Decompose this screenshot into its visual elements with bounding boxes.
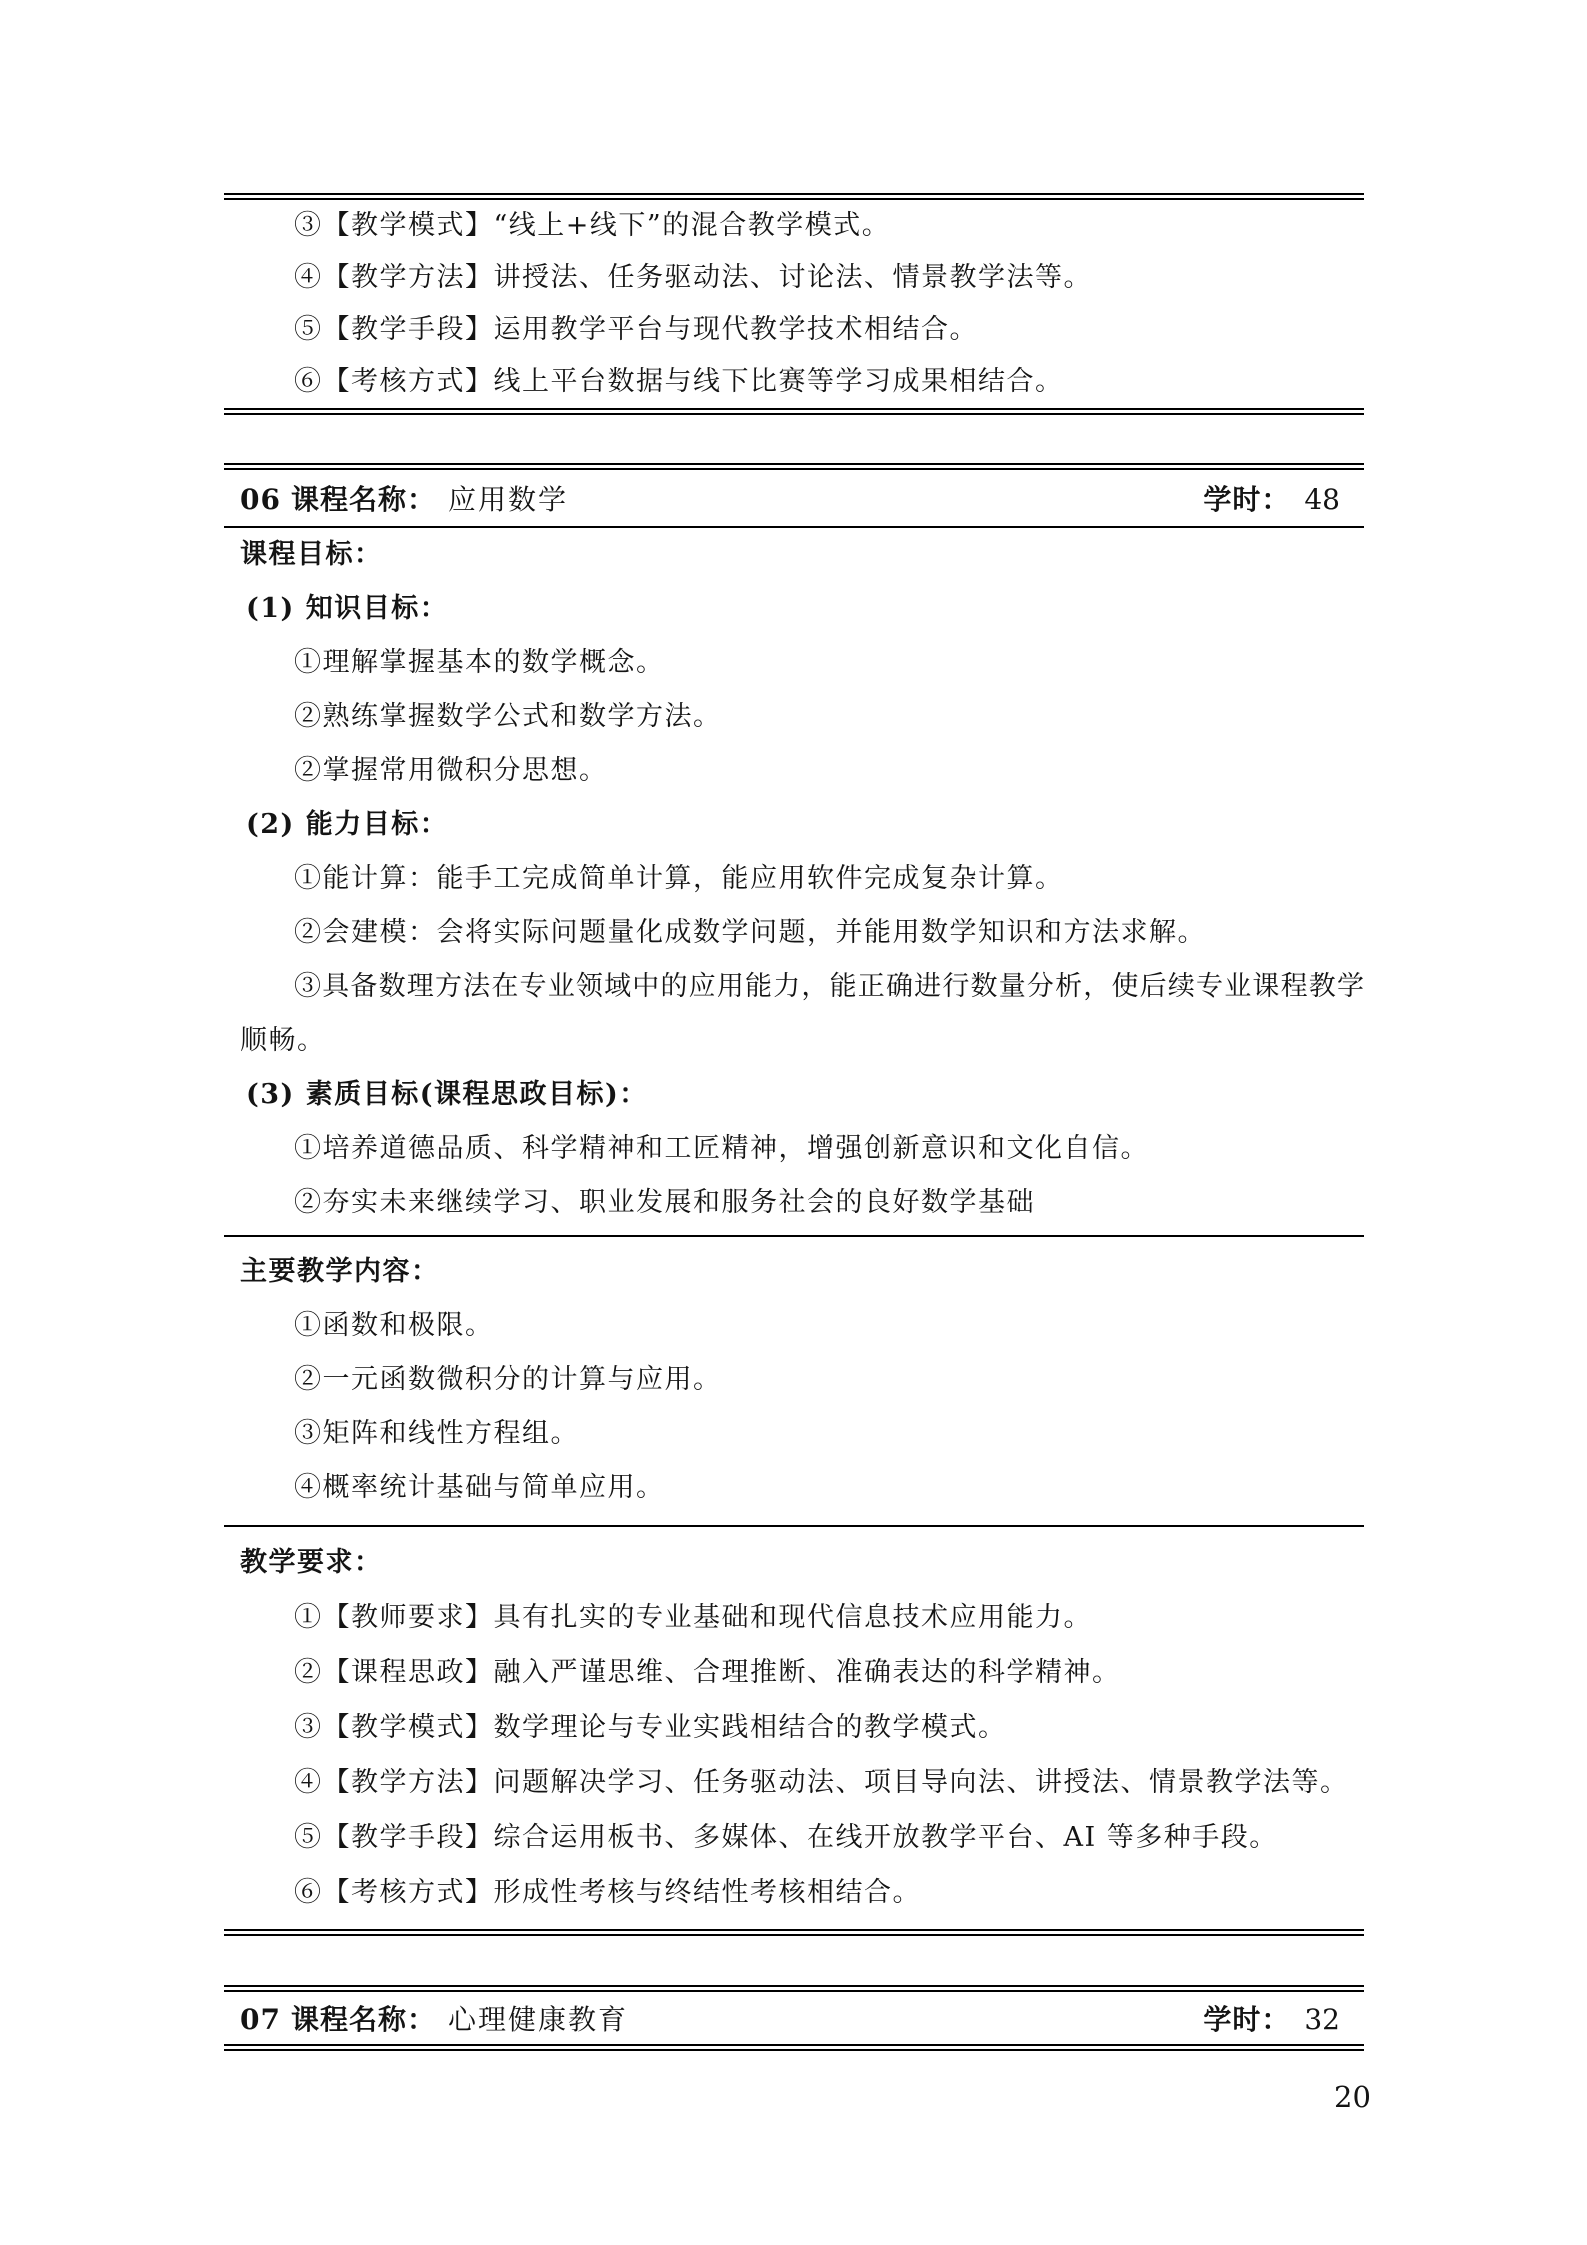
previous-course-requirement-list bbox=[224, 200, 1364, 408]
course06-title-label: 课程名称： bbox=[290, 483, 436, 516]
content-line: ④概率统计基础与简单应用。 bbox=[294, 1472, 665, 1503]
objective-line: ①培养道德品质、科学精神和工匠精神，增强创新意识和文化自信。 bbox=[294, 1133, 1149, 1164]
requirement-line: ④【教学方法】问题解决学习、任务驱动法、项目导向法、讲授法、情景教学法等。 bbox=[294, 1767, 1349, 1798]
course06-content-section bbox=[224, 1245, 1364, 1515]
requirement-line: ⑤【教学手段】运用教学平台与现代教学技术相结合。 bbox=[294, 314, 978, 345]
objective-line: ②夯实未来继续学习、职业发展和服务社会的良好数学基础 bbox=[294, 1187, 1035, 1218]
objective-line: 课程目标： bbox=[240, 539, 383, 570]
requirement-line: ⑥【考核方式】线上平台数据与线下比赛等学习成果相结合。 bbox=[294, 366, 1064, 397]
content-line: ②一元函数微积分的计算与应用。 bbox=[294, 1364, 722, 1395]
requirement-line: ①【教师要求】具有扎实的专业基础和现代信息技术应用能力。 bbox=[294, 1602, 1092, 1633]
requirement-line: ③【教学模式】“线上+线下”的混合教学模式。 bbox=[294, 210, 891, 241]
course06-requirements-section bbox=[224, 1535, 1364, 1920]
course07-title-group bbox=[240, 1998, 628, 2038]
divider-course06-top bbox=[224, 463, 1364, 470]
requirement-line: ③【教学模式】数学理论与专业实践相结合的教学模式。 bbox=[294, 1712, 1007, 1743]
requirement-line: ⑥【考核方式】形成性考核与终结性考核相结合。 bbox=[294, 1877, 921, 1908]
course06-header-row bbox=[224, 470, 1364, 526]
course06-title: 应用数学 bbox=[447, 483, 568, 516]
course06-hours-label: 学时： bbox=[1203, 483, 1291, 516]
block-gap bbox=[224, 1936, 1364, 1985]
course06-number: 06 bbox=[240, 483, 281, 516]
course07-title: 心理健康教育 bbox=[447, 2003, 628, 2036]
objective-line: ①理解掌握基本的数学概念。 bbox=[294, 647, 665, 678]
objective-line: ②会建模：会将实际问题量化成数学问题，并能用数学知识和方法求解。 bbox=[294, 917, 1206, 948]
course07-header-row bbox=[224, 1992, 1364, 2044]
objective-line: ③具备数理方法在专业领域中的应用能力，能正确进行数量分析，使后续专业课程教学 bbox=[294, 971, 1364, 1002]
content-line: 主要教学内容： bbox=[240, 1256, 440, 1287]
objective-line: ②熟练掌握数学公式和数学方法。 bbox=[294, 701, 722, 732]
objective-line: (3) 素质目标(课程思政目标)： bbox=[246, 1079, 648, 1110]
objective-line: (1) 知识目标： bbox=[246, 593, 449, 624]
course07-hours-value: 32 bbox=[1304, 2003, 1340, 2036]
objective-line: ①能计算：能手工完成简单计算，能应用软件完成复杂计算。 bbox=[294, 863, 1064, 894]
objective-line: ②掌握常用微积分思想。 bbox=[294, 755, 608, 786]
requirement-line: ④【教学方法】讲授法、任务驱动法、讨论法、情景教学法等。 bbox=[294, 262, 1092, 293]
content-line: ③矩阵和线性方程组。 bbox=[294, 1418, 579, 1449]
divider-under-course07-header bbox=[224, 2044, 1364, 2051]
course07-number: 07 bbox=[240, 2003, 281, 2036]
course06-objectives-section bbox=[224, 528, 1364, 1230]
page-content bbox=[224, 193, 1364, 2051]
course06-hours-group bbox=[1203, 478, 1340, 518]
course07-title-label: 课程名称： bbox=[290, 2003, 436, 2036]
course06-hours-value: 48 bbox=[1304, 483, 1340, 516]
course06-title-group bbox=[240, 478, 568, 518]
objective-line: (2) 能力目标： bbox=[246, 809, 449, 840]
divider-after-content bbox=[224, 1525, 1364, 1527]
page-number: 20 bbox=[1334, 2080, 1371, 2114]
objective-line: 顺畅。 bbox=[240, 1025, 326, 1056]
requirement-line: ⑤【教学手段】综合运用板书、多媒体、在线开放教学平台、AI 等多种手段。 bbox=[294, 1822, 1278, 1853]
block-gap bbox=[224, 415, 1364, 463]
content-line: ①函数和极限。 bbox=[294, 1310, 494, 1341]
course07-hours-group bbox=[1203, 1998, 1340, 2038]
divider-end-course06 bbox=[224, 1929, 1364, 1936]
requirement-line: 教学要求： bbox=[240, 1547, 383, 1578]
divider-top bbox=[224, 193, 1364, 200]
divider-after-objectives bbox=[224, 1235, 1364, 1237]
course07-hours-label: 学时： bbox=[1203, 2003, 1291, 2036]
divider-course07-top bbox=[224, 1985, 1364, 1992]
requirement-line: ②【课程思政】融入严谨思维、合理推断、准确表达的科学精神。 bbox=[294, 1657, 1121, 1688]
divider-end-previous-course bbox=[224, 408, 1364, 415]
